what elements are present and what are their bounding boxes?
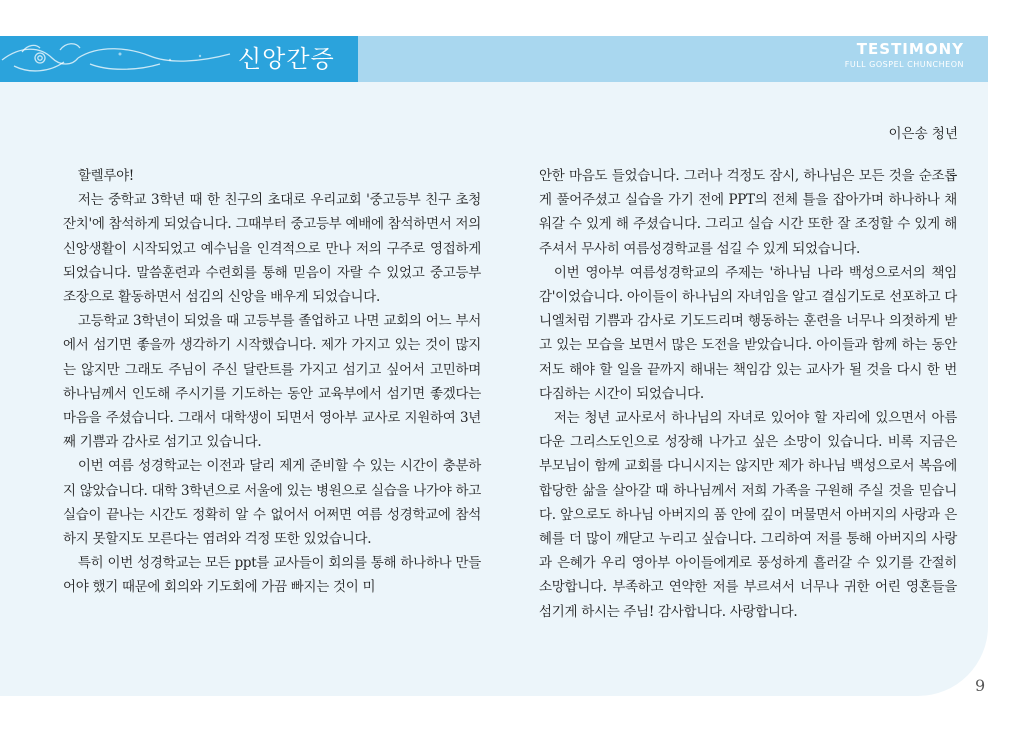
paragraph: 고등학교 3학년이 되었을 때 고등부를 졸업하고 나면 교회의 어느 부서에서 섬기면 좋을까 생각하기 시작했습니다. 제가 가지고 있는 것이 많지는 않지만 그래도 주님이 주신 달란트를 가지고 섬기고 싶어서 고민하며 하나님께서 인도해 주시기를 기도하는 동안 교육부에서 섬기면 좋겠다는 마음을 주셨습니다. 그래서 대학생이 되면서 영아부 교사로 지원하여 3년째 기쁨과 감사로 섬기고 있습니다.: [63, 313, 481, 451]
brand-subtitle: FULL GOSPEL CHUNCHEON: [844, 60, 964, 69]
author-name: 이은송 청년: [888, 126, 958, 142]
page-title: 신앙간증: [238, 45, 335, 73]
left-column: [63, 164, 481, 600]
paragraph: 이번 영아부 여름성경학교의 주제는 '하나님 나라 백성으로서의 책임감'이었습니다. 아이들이 하나님의 자녀임을 알고 결심기도로 선포하고 다니엘처럼 기쁨과 감사로 기도드리며 행동하는 훈련을 너무나 의젓하게 받고 있는 모습을 보면서 많은 도전을 받았습니다. 아이들과 함께 하는 동안 저도 해야 할 일을 끝까지 해내는 책임감 있는 교사가 될 것을 다시 한 번 다짐하는 시간이 되었습니다.: [539, 264, 957, 402]
paragraph: 이번 여름 성경학교는 이전과 달리 제게 준비할 수 있는 시간이 충분하지 않았습니다. 대학 3학년으로 서울에 있는 병원으로 실습을 나가야 하고 실습이 끝나는 시간도 정확히 알 수 없어서 어쩌면 여름 성경학교에 참석하지 못할지도 모른다는 염려와 걱정 또한 있었습니다.: [63, 458, 481, 548]
paragraph: 저는 청년 교사로서 하나님의 자녀로 있어야 할 자리에 있으면서 아름다운 그리스도인으로 성장해 나가고 싶은 소망이 있습니다. 비록 지금은 부모님이 함께 교회를 다니시지는 않지만 제가 하나님 백성으로서 복음에 합당한 삶을 살아갈 때 하나님께서 저희 가족을 구원해 주실 것을 믿습니다. 앞으로도 하나님 아버지의 품 안에 깊이 머물면서 아버지의 사랑과 은혜를 더 많이 깨닫고 누리고 싶습니다. 그리하여 저를 통해 아버지의 사랑과 은혜가 우리 영아부 아이들에게로 풍성하게 흘러갈 수 있기를 간절히 소망합니다. 부족하고 연약한 저를 부르셔서 너무나 귀한 어린 영혼들을 섬기게 하시는 주님! 감사합니다. 사랑합니다.: [539, 410, 957, 620]
brand-title: TESTIMONY: [856, 40, 964, 58]
brand-block: [845, 40, 964, 72]
right-column: [539, 164, 957, 624]
paragraph: 안한 마음도 들었습니다. 그러나 걱정도 잠시, 하나님은 모든 것을 순조롭게 풀어주셨고 실습을 가기 전에 PPT의 전체 틀을 잡아가며 하나하나 채워갈 수 있게 해 주셨습니다. 그리고 실습 시간 또한 잘 조정할 수 있게 해 주셔서 무사히 여름성경학교를 섬길 수 있게 되었습니다.: [539, 168, 957, 257]
swirl-ornament-icon: [0, 36, 240, 82]
paragraph: 특히 이번 성경학교는 모든 ppt를 교사들이 회의를 통해 하나하나 만들어야 했기 때문에 회의와 기도회에 가끔 빠지는 것이 미: [63, 555, 481, 596]
page-number: 9: [975, 676, 986, 695]
paragraph: 할렐루야!: [77, 168, 134, 184]
paragraph: 저는 중학교 3학년 때 한 친구의 초대로 우리교회 '중고등부 친구 초청 잔치'에 참석하게 되었습니다. 그때부터 중고등부 예배에 참석하면서 저의 신앙생활이 시작되었고 예수님을 인격적으로 만나 저의 구주로 영접하게 되었습니다. 말씀훈련과 수련회를 통해 믿음이 자랄 수 있었고 중고등부 조장으로 활동하면서 섬김의 신앙을 배우게 되었습니다.: [63, 192, 481, 306]
